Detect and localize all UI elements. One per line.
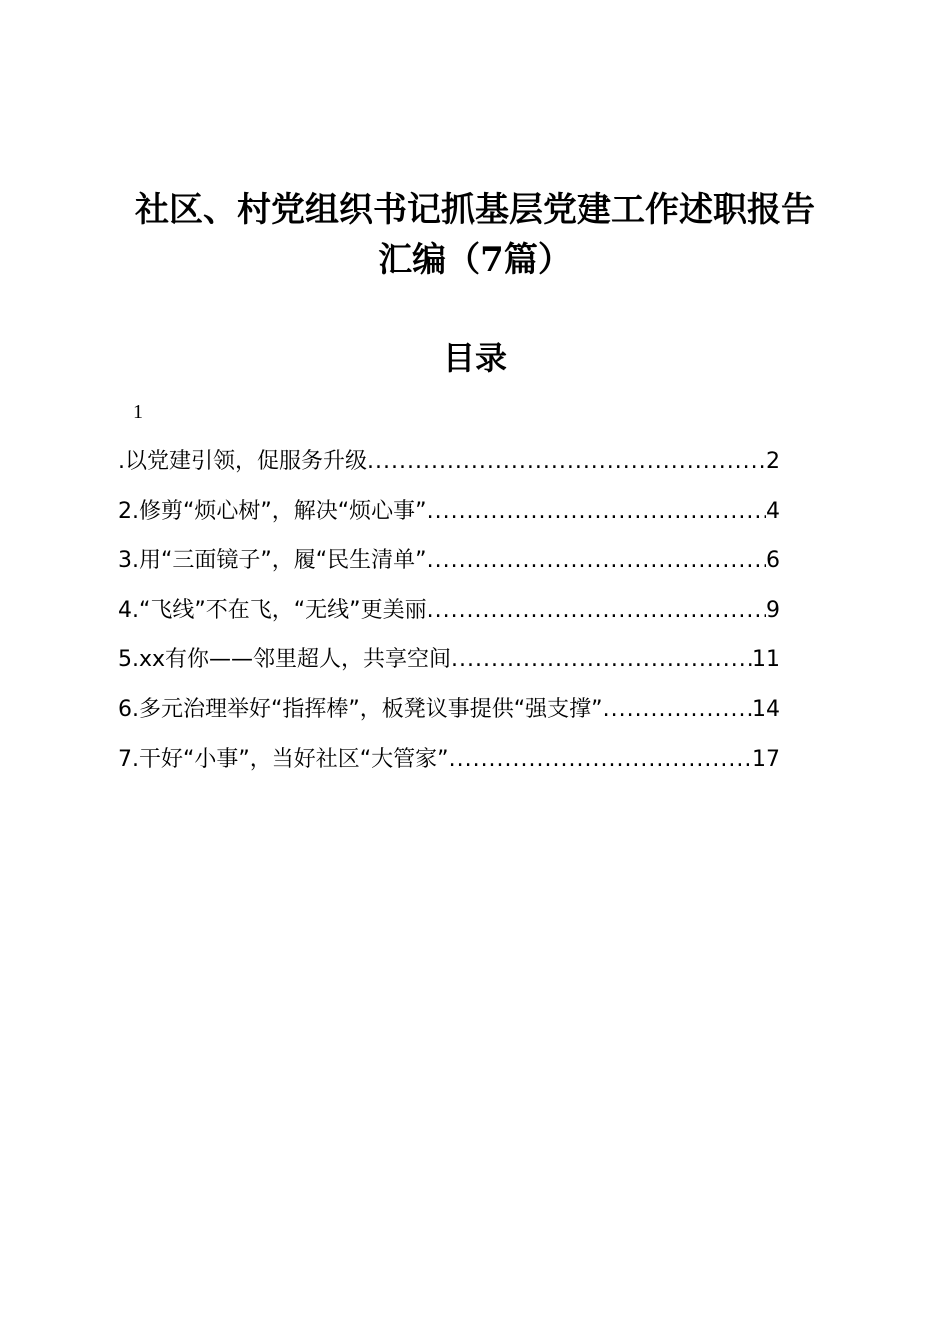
toc-entry-text: .以党建引领，促服务升级	[118, 449, 367, 474]
toc-entry-text: 6.多元治理举好“指挥棒”，板凳议事提供“强支撑”	[118, 696, 603, 722]
document-title-line-2: 汇编（7篇）	[378, 240, 572, 280]
toc-leader-dots	[451, 642, 752, 678]
toc-entry-1[interactable]	[118, 444, 780, 494]
toc-entry-text: 7.干好“小事”，当好社区“大管家”	[118, 746, 449, 772]
toc-marker: 1	[133, 401, 143, 423]
toc-leader-dots	[427, 494, 766, 530]
toc-leader-dots	[603, 692, 752, 728]
toc-heading: 目录	[442, 339, 507, 377]
toc-entry-page: 6	[766, 548, 780, 574]
toc-entry-text: 3.用“三面镜子”，履“民生清单”	[118, 548, 427, 574]
toc-entry-5[interactable]	[118, 642, 780, 692]
toc-entry-page: 14	[752, 696, 780, 722]
toc-entry-text: 4.“飞线”不在飞，“无线”更美丽	[118, 597, 427, 623]
toc-entry-6[interactable]	[118, 692, 780, 742]
toc-list	[118, 444, 780, 791]
toc-entry-text: 2.修剪“烦心树”，解决“烦心事”	[118, 498, 427, 524]
toc-entry-page: 9	[766, 597, 780, 623]
toc-entry-page: 17	[752, 746, 780, 772]
toc-entry-2[interactable]	[118, 494, 780, 544]
toc-entry-page: 2	[766, 449, 780, 474]
toc-entry-3[interactable]	[118, 543, 780, 593]
document-title-line-1: 社区、村党组织书记抓基层党建工作述职报告	[135, 190, 815, 230]
toc-entry-4[interactable]	[118, 593, 780, 643]
toc-entry-text: 5.xx有你——邻里超人，共享空间	[118, 647, 452, 673]
toc-leader-dots	[427, 593, 766, 629]
toc-leader-dots	[367, 444, 766, 480]
toc-entry-7[interactable]	[118, 742, 780, 792]
toc-leader-dots	[449, 742, 752, 778]
toc-leader-dots	[427, 543, 766, 579]
toc-entry-page: 11	[752, 647, 780, 673]
toc-entry-page: 4	[766, 498, 780, 524]
